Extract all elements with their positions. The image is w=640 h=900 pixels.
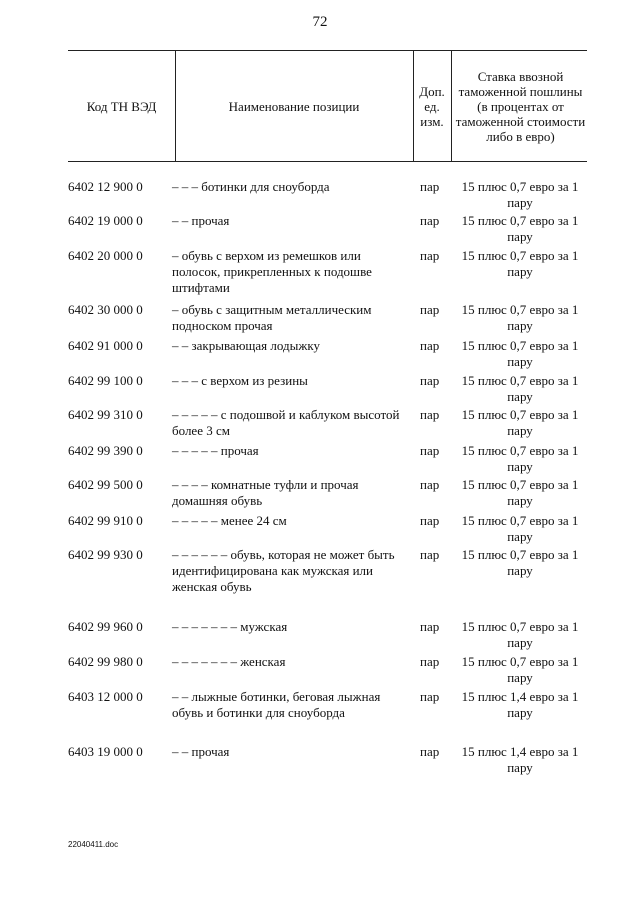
row-name: – – – – – менее 24 см: [172, 513, 287, 528]
row-unit: пар: [420, 179, 440, 194]
row-name: – обувь с верхом из ремешков или полосок, прикрепленных к подошве штифтами: [172, 248, 372, 295]
table-row: [0, 513, 640, 547]
row-code: 6402 99 500 0: [68, 477, 143, 492]
header-code: Код ТН ВЭД: [86, 98, 157, 114]
row-code: 6402 91 000 0: [68, 338, 143, 353]
row-code: 6402 99 390 0: [68, 443, 143, 458]
row-name: – – – – – с подошвой и каблуком высотой более 3 см: [172, 407, 400, 438]
row-rate: 15 плюс 0,7 евро за 1 пару: [461, 513, 579, 544]
table-row: [0, 213, 640, 248]
row-rate: 15 плюс 0,7 евро за 1 пару: [461, 407, 579, 438]
header-name: Наименование позиции: [228, 98, 360, 114]
row-unit: пар: [420, 744, 440, 759]
table-row: [0, 407, 640, 443]
row-name: – – – с верхом из резины: [172, 373, 308, 388]
row-rate: 15 плюс 0,7 евро за 1 пару: [461, 338, 579, 369]
table-row: [0, 179, 640, 213]
row-code: 6402 19 000 0: [68, 213, 143, 228]
row-name: – – закрывающая лодыжку: [172, 338, 320, 353]
header-unit: Доп. ед. изм.: [419, 83, 445, 129]
table-row: [0, 744, 640, 780]
row-name: – обувь с защитным металлическим подноском прочая: [172, 302, 372, 333]
row-rate: 15 плюс 1,4 евро за 1 пару: [461, 744, 579, 775]
row-rate: 15 плюс 0,7 евро за 1 пару: [461, 443, 579, 474]
header-rate: Ставка ввозной таможенной пошлины (в процентах от таможенной стоимости либо в евро): [455, 68, 586, 144]
row-unit: пар: [420, 443, 440, 458]
row-name: – – – – – – обувь, которая не может быть идентифицирована как мужская или женская обувь: [172, 547, 395, 594]
row-rate: 15 плюс 1,4 евро за 1 пару: [461, 689, 579, 720]
row-code: 6402 12 900 0: [68, 179, 143, 194]
row-rate: 15 плюс 0,7 евро за 1 пару: [461, 213, 579, 244]
header-divider: [413, 51, 414, 161]
table-header: [68, 50, 587, 162]
row-unit: пар: [420, 373, 440, 388]
row-rate: 15 плюс 0,7 евро за 1 пару: [461, 619, 579, 650]
row-rate: 15 плюс 0,7 евро за 1 пару: [461, 302, 579, 333]
row-name: – – – – – прочая: [172, 443, 259, 458]
row-rate: 15 плюс 0,7 евро за 1 пару: [461, 373, 579, 404]
row-unit: пар: [420, 619, 440, 634]
table-row: [0, 443, 640, 477]
row-code: 6402 99 310 0: [68, 407, 143, 422]
table-row: [0, 248, 640, 302]
table-body: [0, 179, 640, 780]
row-code: 6402 99 930 0: [68, 547, 143, 562]
row-unit: пар: [420, 338, 440, 353]
row-rate: 15 плюс 0,7 евро за 1 пару: [461, 547, 579, 578]
row-unit: пар: [420, 213, 440, 228]
document-filename: 22040411.doc: [68, 840, 119, 849]
row-code: 6402 99 960 0: [68, 619, 143, 634]
row-rate: 15 плюс 0,7 евро за 1 пару: [461, 248, 579, 279]
row-name: – – – – – – – мужская: [172, 619, 288, 634]
row-code: 6402 99 980 0: [68, 654, 143, 669]
row-unit: пар: [420, 407, 440, 422]
table-row: [0, 302, 640, 338]
table-row: [0, 547, 640, 619]
row-code: 6402 30 000 0: [68, 302, 143, 317]
table-row: [0, 689, 640, 744]
table-row: [0, 373, 640, 407]
table-row: [0, 477, 640, 513]
table-row: [0, 338, 640, 373]
row-unit: пар: [420, 513, 440, 528]
row-name: – – прочая: [172, 744, 230, 759]
row-name: – – прочая: [172, 213, 230, 228]
row-rate: 15 плюс 0,7 евро за 1 пару: [461, 654, 579, 685]
row-code: 6402 99 910 0: [68, 513, 143, 528]
header-divider: [451, 51, 452, 161]
row-rate: 15 плюс 0,7 евро за 1 пару: [461, 179, 579, 210]
row-code: 6403 19 000 0: [68, 744, 143, 759]
row-name: – – – – комнатные туфли и прочая домашняя обувь: [172, 477, 359, 508]
row-name: – – – – – – – женская: [172, 654, 286, 669]
page-number: 72: [312, 14, 328, 30]
table-row: [0, 654, 640, 689]
row-unit: пар: [420, 302, 440, 317]
row-unit: пар: [420, 654, 440, 669]
row-code: 6402 20 000 0: [68, 248, 143, 263]
row-code: 6402 99 100 0: [68, 373, 143, 388]
row-unit: пар: [420, 248, 440, 263]
row-code: 6403 12 000 0: [68, 689, 143, 704]
row-unit: пар: [420, 689, 440, 704]
row-rate: 15 плюс 0,7 евро за 1 пару: [461, 477, 579, 508]
row-name: – – лыжные ботинки, беговая лыжная обувь и ботинки для сноуборда: [172, 689, 381, 720]
row-unit: пар: [420, 547, 440, 562]
table-row: [0, 619, 640, 654]
row-name: – – – ботинки для сноуборда: [172, 179, 330, 194]
row-unit: пар: [420, 477, 440, 492]
